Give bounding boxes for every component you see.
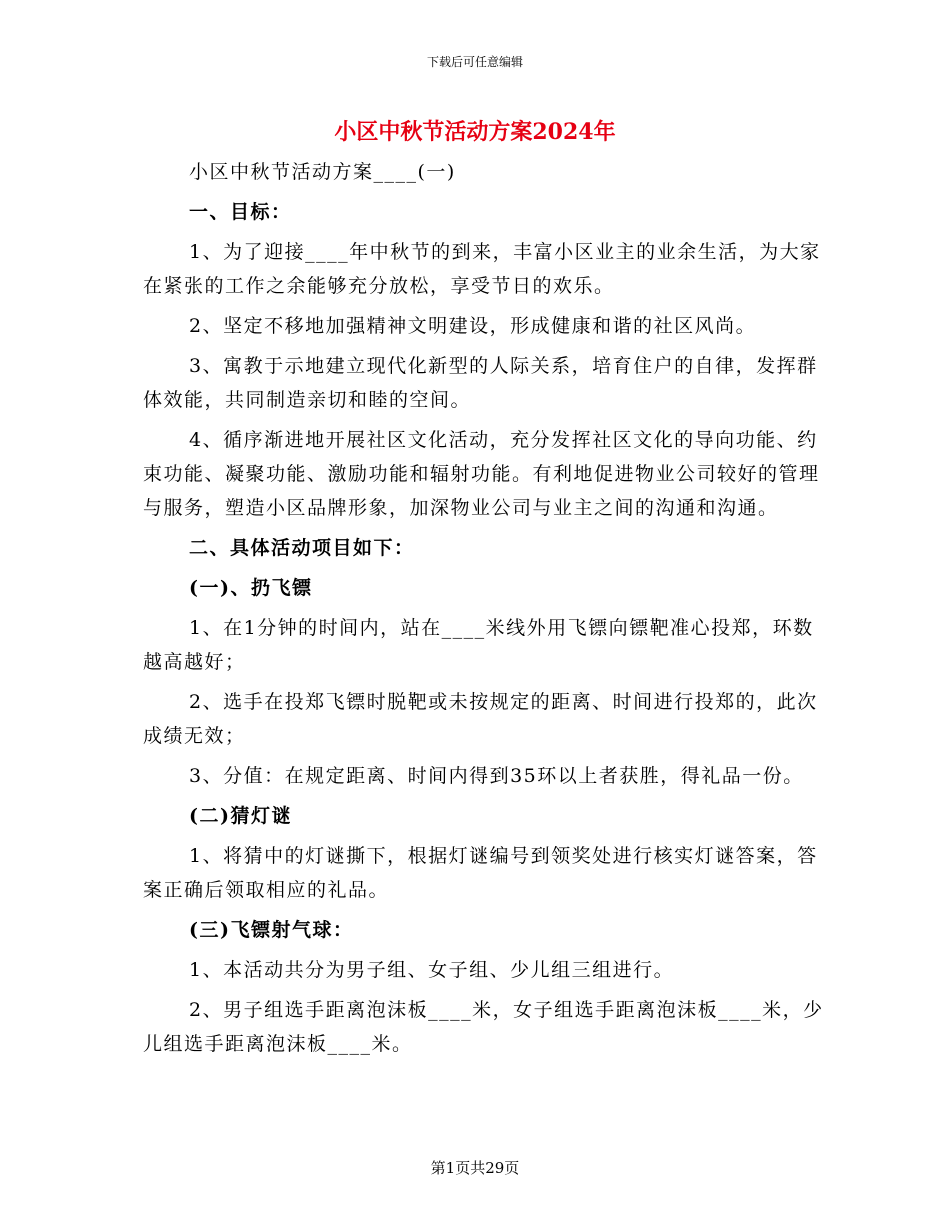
subheading-darts: (一)、扔飞镖 [189, 577, 313, 599]
paragraph-balloon-2: 2、男子组选手距离泡沫板____米，女子组选手距离泡沫板____米，少儿组选手距离泡沫板____米。 [143, 999, 824, 1055]
section-heading-goals: 一、目标： [189, 201, 292, 223]
document-body [143, 155, 833, 1061]
paragraph-subtitle: 小区中秋节活动方案____(一) [189, 161, 456, 183]
subheading-balloon-darts: (三)飞镖射气球： [189, 919, 354, 941]
page-number-footer: 第1页共29页 [430, 1159, 520, 1177]
paragraph-darts-3: 3、分值：在规定距离、时间内得到35环以上者获胜，得礼品一份。 [189, 765, 804, 787]
paragraph-goal-1: 1、为了迎接____年中秋节的到来，丰富小区业主的业余生活，为大家在紧张的工作之余能够充分放松，享受节日的欢乐。 [143, 241, 821, 297]
paragraph-goal-4: 4、循序渐进地开展社区文化活动，充分发挥社区文化的导向功能、约束功能、凝聚功能、激励功能和辐射功能。有利地促进物业公司较好的管理与服务，塑造小区品牌形象，加深物业公司与业主之间的沟通和沟通。 [143, 429, 820, 519]
subheading-riddles: (二)猜灯谜 [189, 805, 292, 827]
page-header-note: 下载后可任意编辑 [426, 55, 523, 69]
paragraph-darts-2: 2、选手在投郑飞镖时脱靶或未按规定的距离、时间进行投郑的，此次成绩无效； [143, 691, 818, 747]
paragraph-balloon-1: 1、本活动共分为男子组、女子组、少儿组三组进行。 [189, 959, 675, 981]
paragraph-riddles-1: 1、将猜中的灯谜撕下，根据灯谜编号到领奖处进行核实灯谜答案，答案正确后领取相应的礼品。 [143, 845, 818, 901]
paragraph-goal-2: 2、坚定不移地加强精神文明建设，形成健康和谐的社区风尚。 [189, 315, 757, 337]
document-title: 小区中秋节活动方案2024年 [334, 119, 616, 145]
paragraph-goal-3: 3、寓教于示地建立现代化新型的人际关系，培育住户的自律，发挥群体效能，共同制造亲切和睦的空间。 [143, 355, 818, 411]
section-heading-activities: 二、具体活动项目如下： [189, 537, 415, 559]
paragraph-darts-1: 1、在1分钟的时间内，站在____米线外用飞镖向镖靶准心投郑，环数越高越好； [143, 617, 814, 673]
